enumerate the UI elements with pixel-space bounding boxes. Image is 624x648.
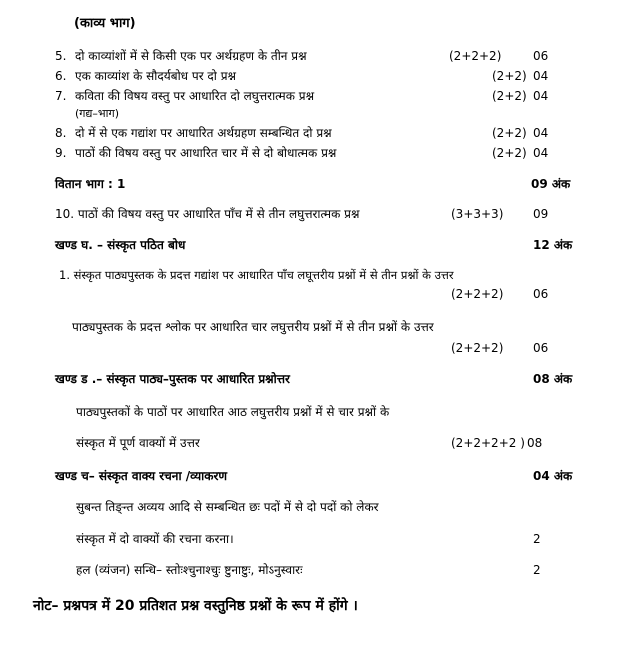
khand-da-total: 08 अंक: [533, 372, 573, 386]
item-marks: (2+2): [492, 146, 527, 160]
item-total: 2: [533, 563, 541, 577]
item-number: 5.: [55, 49, 67, 63]
item-text: 1. संस्कृत पाठ्यपुस्तक के प्रदत्त गद्यांश पर आधारित पाँच लघूत्तरीय प्रश्नों में से तीन प्रश्नों के उत्तर: [59, 268, 454, 282]
item-text: दो में से एक गद्यांश पर आधारित अर्थग्रहण सम्बन्धित दो प्रश्न: [75, 126, 332, 140]
vitan-heading: वितान भाग : 1: [55, 177, 126, 191]
item-text: पाठों की विषय वस्तु पर आधारित चार में से दो बोधात्मक प्रश्न: [75, 146, 337, 160]
item-marks: (2+2+2): [451, 341, 504, 355]
kavya-section-heading: (काव्य भाग): [74, 16, 136, 31]
item-marks: (3+3+3): [451, 207, 504, 221]
item-number: 7.: [55, 89, 67, 103]
item-marks: (2+2): [492, 89, 527, 103]
gadya-subheading: (गद्य–भाग): [75, 107, 119, 120]
item-total: 08: [527, 436, 543, 450]
item-total: 06: [533, 341, 549, 355]
item-number: 9.: [55, 146, 67, 160]
khand-da-heading: खण्ड ड .– संस्कृत पाठ्य–पुस्तक पर आधारित प्रश्नोत्तर: [55, 372, 290, 386]
khand-cha-heading: खण्ड च– संस्कृत वाक्य रचना /व्याकरण: [55, 469, 228, 483]
item-text: कविता की विषय वस्तु पर आधारित दो लघुत्तरात्मक प्रश्न: [75, 89, 315, 103]
item-total: 04: [533, 69, 549, 83]
footer-note: नोट– प्रश्नपत्र में 20 प्रतिशत प्रश्न वस्तुनिष्ठ प्रश्नों के रूप में होंगे ।: [33, 598, 358, 614]
item-total: 09: [533, 207, 549, 221]
khand-cha-total: 04 अंक: [533, 469, 573, 483]
item-total: 06: [533, 49, 549, 63]
vitan-total: 09 अंक: [531, 177, 571, 191]
item-marks: (2+2+2+2 ): [451, 436, 525, 450]
item-total: 04: [533, 146, 549, 160]
khand-gha-heading: खण्ड घ. – संस्कृत पठित बोध: [55, 238, 186, 252]
khand-gha-total: 12 अंक: [533, 238, 573, 252]
item-total: 04: [533, 89, 549, 103]
item-number: 8.: [55, 126, 67, 140]
item-marks: (2+2+2): [449, 49, 502, 63]
item-marks: (2+2): [492, 126, 527, 140]
item-marks: (2+2+2): [451, 287, 504, 301]
item-total: 06: [533, 287, 549, 301]
cha-line-1: सुबन्त तिङ्न्त अव्यय आदि से सम्बन्धित छः पदों में से दो पदों को लेकर: [76, 500, 379, 514]
item-text: एक काव्यांश के सौदर्यबोध पर दो प्रश्न: [75, 69, 237, 83]
item-marks: (2+2): [492, 69, 527, 83]
item-text: पाठ्यपुस्तक के प्रदत्त श्लोक पर आधारित चार लघुत्तरीय प्रश्नों में से तीन प्रश्नों के उत्तर: [72, 320, 434, 334]
item-total: 04: [533, 126, 549, 140]
item-text: हल (व्यंजन) सन्धि– स्तोःश्चुनाश्चुः ष्टुनाष्टुः, मोऽनुस्वारः: [76, 563, 303, 577]
da-line-1: पाठ्यपुस्तकों के पाठों पर आधारित आठ लघुत्तरीय प्रश्नों में से चार प्रश्नों के: [76, 405, 390, 419]
item-text: संस्कृत में पूर्ण वाक्यों में उत्तर: [76, 436, 200, 450]
item-text: दो काव्यांशों में से किसी एक पर अर्थग्रहण के तीन प्रश्न: [75, 49, 307, 63]
item-total: 2: [533, 532, 541, 546]
item-text: संस्कृत में दो वाक्यों की रचना करना।: [76, 532, 234, 546]
item-number: 6.: [55, 69, 67, 83]
item-text: 10. पाठों की विषय वस्तु पर आधारित पाँच में से तीन लघुत्तरात्मक प्रश्न: [55, 207, 360, 221]
